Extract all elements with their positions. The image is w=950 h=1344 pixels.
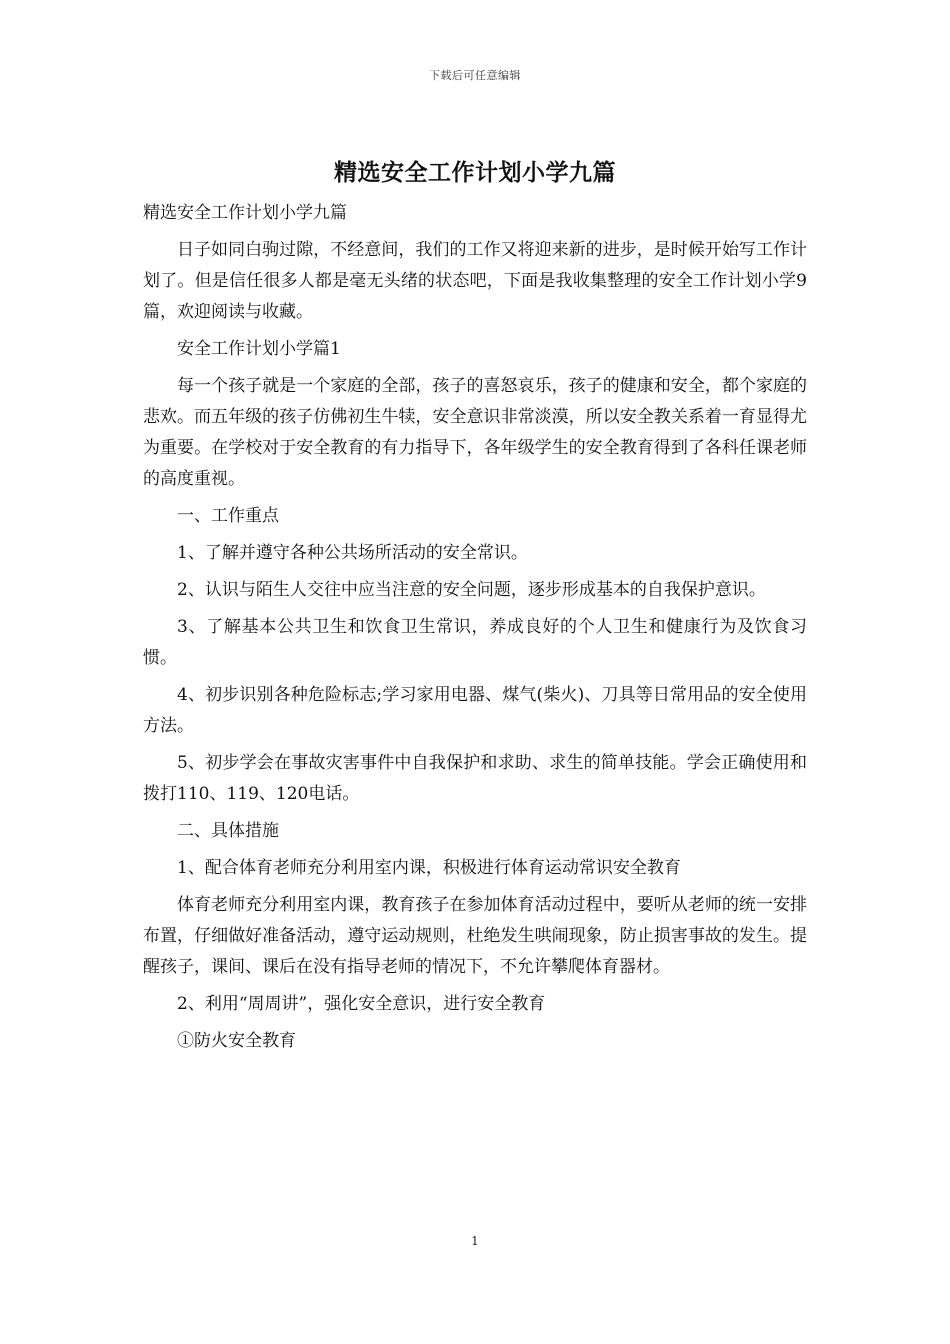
- list-item-measure-1: 1、配合体育老师充分利用室内课，积极进行体育运动常识安全教育: [177, 858, 681, 878]
- list-item-focus-3: 3、了解基本公共卫生和饮食卫生常识，养成良好的个人卫生和健康行为及饮食习惯。: [143, 617, 807, 668]
- list-item-measure-2: 2、利用“周周讲”，强化安全意识，进行安全教育: [177, 994, 546, 1014]
- document-body: [143, 198, 807, 1063]
- paragraph-subtitle: 精选安全工作计划小学九篇: [143, 203, 347, 223]
- paragraph-background: 每一个孩子就是一个家庭的全部，孩子的喜怒哀乐，孩子的健康和安全，都个家庭的悲欢。而五年级的孩子仿佛初生牛犊，安全意识非常淡漠，所以安全教关系着一育显得尤为重要。在学校对于安全教育的有力指导下，各年级学生的安全教育得到了各科任课老师的高度重视。: [143, 376, 807, 489]
- section-heading-plan-1: 安全工作计划小学篇1: [177, 339, 341, 359]
- paragraph-intro: 日子如同白驹过隙，不经意间，我们的工作又将迎来新的进步，是时候开始写工作计划了。但是信任很多人都是毫无头绪的状态吧，下面是我收集整理的安全工作计划小学9篇，欢迎阅读与收藏。: [143, 240, 807, 322]
- list-item-focus-5: 5、初步学会在事故灾害事件中自我保护和求助、求生的简单技能。学会正确使用和拨打110、119、120电话。: [143, 753, 807, 804]
- list-item-focus-4: 4、初步识别各种危险标志;学习家用电器、煤气(柴火)、刀具等日常用品的安全使用方法。: [143, 685, 807, 736]
- page-header-note: 下载后可任意编辑: [429, 69, 521, 82]
- section-heading-measures: 二、具体措施: [177, 821, 279, 841]
- list-item-focus-1: 1、了解并遵守各种公共场所活动的安全常识。: [177, 543, 528, 563]
- section-heading-work-focus: 一、工作重点: [177, 506, 279, 526]
- list-item-focus-2: 2、认识与陌生人交往中应当注意的安全问题，逐步形成基本的自我保护意识。: [177, 580, 766, 600]
- paragraph-measure-1-detail: 体育老师充分利用室内课，教育孩子在参加体育活动过程中，要听从老师的统一安排布置，仔细做好准备活动，遵守运动规则，杜绝发生哄闹现象，防止损害事故的发生。提醒孩子，课间、课后在没有指导老师的情况下，不允许攀爬体育器材。: [143, 895, 807, 977]
- page-number: 1: [471, 1234, 479, 1248]
- sub-item-fire-safety: ①防火安全教育: [177, 1031, 296, 1051]
- document-title: 精选安全工作计划小学九篇: [334, 159, 616, 186]
